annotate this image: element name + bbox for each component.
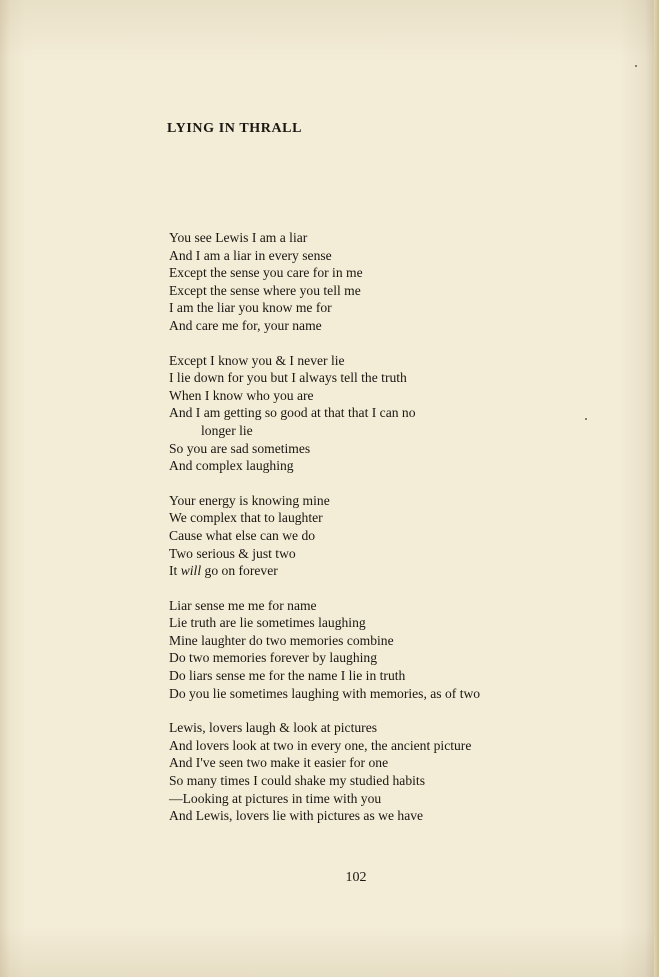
poem-line: I lie down for you but I always tell the truth xyxy=(169,370,407,386)
paper-speck xyxy=(635,65,637,67)
stanza-4 xyxy=(169,597,589,703)
page-number: 102 xyxy=(345,870,367,885)
poem-line: Mine laughter do two memories combine xyxy=(169,632,394,648)
poem-line: And Lewis, lovers lie with pictures as we have xyxy=(169,808,424,824)
poem-line: And complex laughing xyxy=(169,458,294,474)
stanza-2 xyxy=(169,352,589,475)
poem-body xyxy=(169,229,589,842)
poem-line xyxy=(169,562,589,580)
poem-line: Except the sense you care for in me xyxy=(169,265,363,281)
poem-line: Liar sense me me for name xyxy=(169,597,317,613)
poem-line: Lie truth are lie sometimes laughing xyxy=(169,615,366,631)
page-edge xyxy=(654,0,659,977)
stanza-5 xyxy=(169,719,589,825)
poem-line: We complex that to laughter xyxy=(169,510,323,526)
poem-line: You see Lewis I am a liar xyxy=(169,230,308,245)
poem-line: So many times I could shake my studied habits xyxy=(169,773,425,789)
emphasis-word: will xyxy=(180,563,202,579)
poem-line: And I've seen two make it easier for one xyxy=(169,755,389,771)
poem-line: Cause what else can we do xyxy=(169,527,316,543)
poem-line-start: It xyxy=(169,563,178,579)
stanza-3 xyxy=(169,492,589,580)
poem-line: I am the liar you know me for xyxy=(169,300,332,316)
poem-line: Do two memories forever by laughing xyxy=(169,650,378,666)
poem-line: Do you lie sometimes laughing with memories, as of two xyxy=(169,685,481,701)
poem-line: Except I know you & I never lie xyxy=(169,352,345,368)
poem-line: Lewis, lovers laugh & look at pictures xyxy=(169,720,378,736)
poem-line: And lovers look at two in every one, the ancient picture xyxy=(169,737,472,753)
poem-line: —Looking at pictures in time with you xyxy=(169,790,382,806)
poem-line-continuation: longer lie xyxy=(201,422,253,438)
poem-line: And I am a liar in every sense xyxy=(169,247,332,263)
poem-line: Do liars sense me for the name I lie in truth xyxy=(169,668,406,684)
poem-line-end: go on forever xyxy=(204,563,278,579)
poem-line: Your energy is knowing mine xyxy=(169,492,330,508)
poem-line: And care me for, your name xyxy=(169,317,322,333)
stanza-1 xyxy=(169,229,589,335)
poem-line: So you are sad sometimes xyxy=(169,440,311,456)
poem-title: LYING IN THRALL xyxy=(167,121,303,136)
poem-line: Two serious & just two xyxy=(169,545,296,561)
poem-line: When I know who you are xyxy=(169,387,314,403)
poem-line: Except the sense where you tell me xyxy=(169,282,361,298)
poem-line: And I am getting so good at that that I can no xyxy=(169,405,416,421)
